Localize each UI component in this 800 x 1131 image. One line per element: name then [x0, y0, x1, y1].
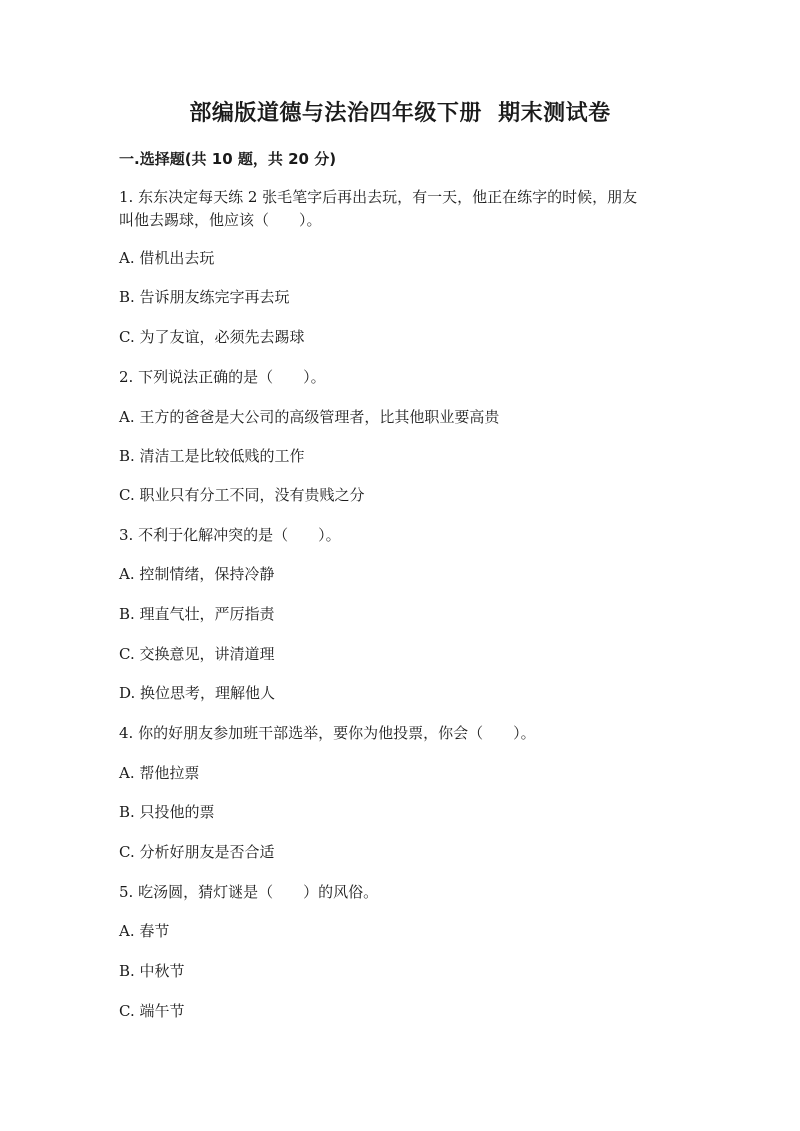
- question-5-option-b: B. 中秋节: [119, 962, 185, 980]
- question-4-option-c: C. 分析好朋友是否合适: [119, 843, 275, 861]
- page-title: 部编版道德与法治四年级下册 期末测试卷: [189, 101, 611, 126]
- question-3-option-c: C. 交换意见，讲清道理: [119, 645, 275, 663]
- section-heading: 一.选择题(共 10 题，共 20 分): [119, 150, 337, 168]
- question-1-stem-line-2: 叫他去踢球，他应该（ ）。: [119, 211, 322, 229]
- question-5-option-c: C. 端午节: [119, 1002, 185, 1020]
- question-3-option-b: B. 理直气壮，严厉指责: [119, 605, 275, 623]
- question-1-option-c: C. 为了友谊，必须先去踢球: [119, 328, 305, 346]
- question-3-option-d: D. 换位思考，理解他人: [119, 684, 276, 702]
- question-3-stem: 3. 不利于化解冲突的是（ ）。: [119, 526, 341, 544]
- question-2-stem: 2. 下列说法正确的是（ ）。: [119, 368, 326, 386]
- question-5-option-a: A. 春节: [119, 922, 170, 940]
- question-4-option-b: B. 只投他的票: [119, 803, 215, 821]
- question-4-stem: 4. 你的好朋友参加班干部选举，要你为他投票，你会（ ）。: [119, 724, 536, 742]
- question-2-option-b: B. 清洁工是比较低贱的工作: [119, 447, 305, 465]
- question-1-option-b: B. 告诉朋友练完字再去玩: [119, 288, 290, 306]
- question-1-option-a: A. 借机出去玩: [119, 249, 215, 267]
- question-5-stem: 5. 吃汤圆，猜灯谜是（ ）的风俗。: [119, 883, 379, 901]
- question-1-stem-line-1: 1. 东东决定每天练 2 张毛笔字后再出去玩，有一天，他正在练字的时候，朋友: [119, 188, 638, 206]
- question-2-option-a: A. 王方的爸爸是大公司的高级管理者，比其他职业要高贵: [119, 408, 500, 426]
- question-2-option-c: C. 职业只有分工不同，没有贵贱之分: [119, 486, 365, 504]
- question-4-option-a: A. 帮他拉票: [119, 764, 200, 782]
- question-3-option-a: A. 控制情绪，保持冷静: [119, 565, 275, 583]
